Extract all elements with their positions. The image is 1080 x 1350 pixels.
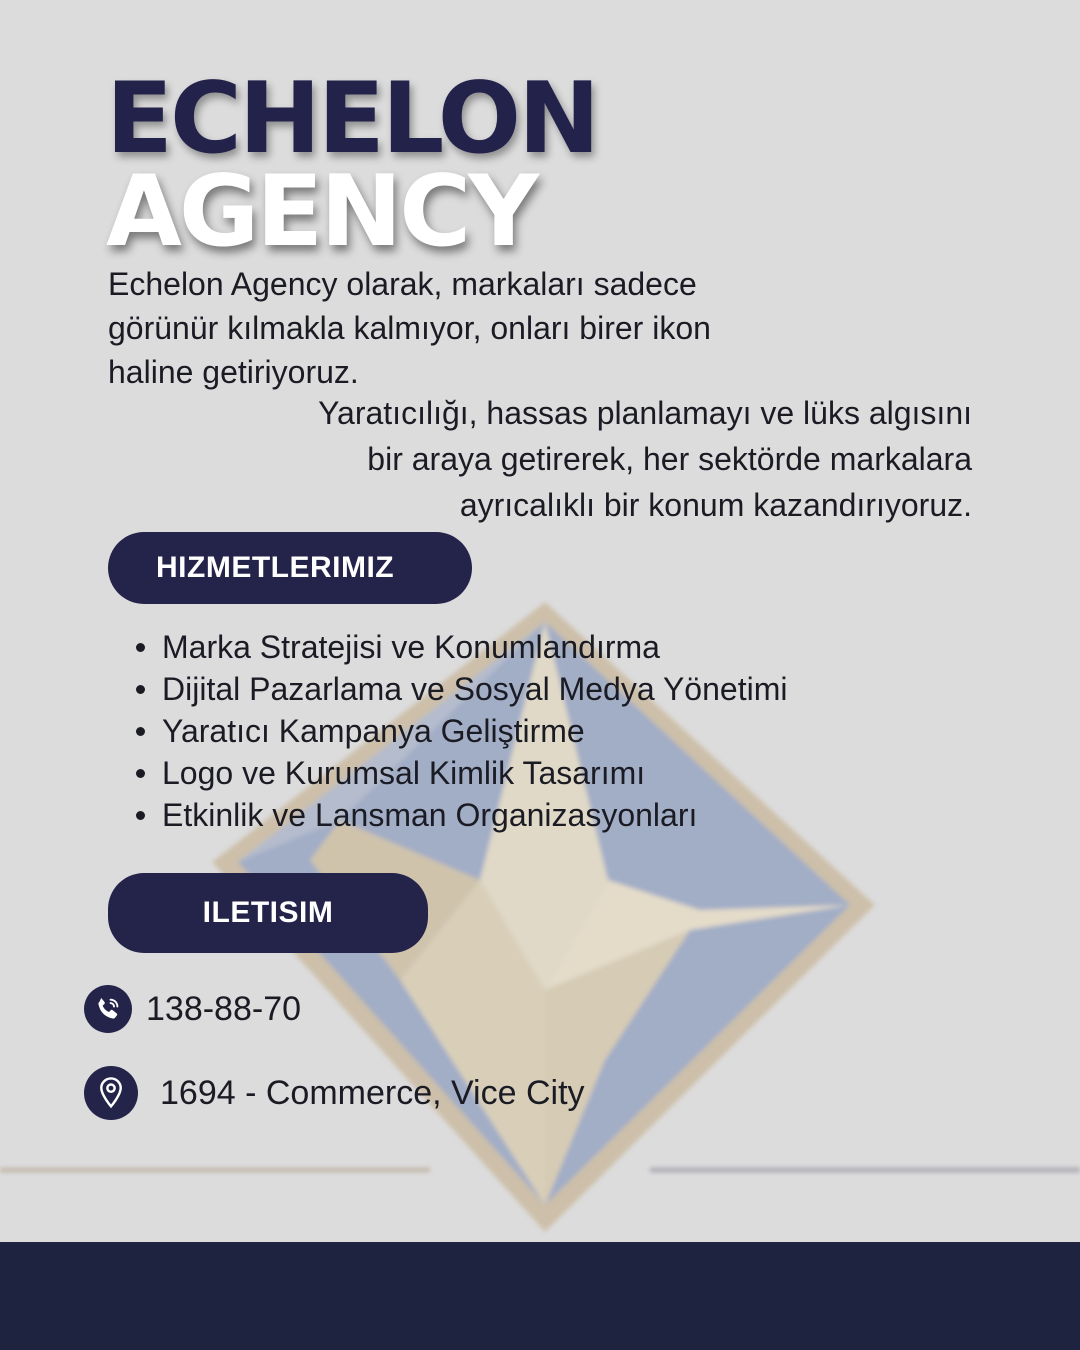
services-list	[132, 626, 787, 836]
location-pin-icon	[84, 1066, 138, 1120]
list-item: Yaratıcı Kampanya Geliştirme	[132, 710, 787, 752]
list-item: Logo ve Kurumsal Kimlik Tasarımı	[132, 752, 787, 794]
brand-title-line1: ECHELON	[106, 62, 598, 176]
intro-right-line: bir araya getirerek, her sektörde markalara	[367, 441, 972, 477]
intro-line: Echelon Agency olarak, markaları sadece	[108, 266, 697, 302]
intro-paragraph	[108, 262, 868, 394]
phone-number: 138-88-70	[146, 989, 302, 1028]
intro-right-paragraph	[172, 390, 972, 528]
phone-row[interactable]	[84, 985, 301, 1033]
address-text: 1694 - Commerce, Vice City	[160, 1073, 585, 1112]
intro-line: haline getiriyoruz.	[108, 354, 359, 390]
services-button[interactable]: HIZMETLERIMIZ	[108, 532, 472, 604]
intro-right-line: ayrıcalıklı bir konum kazandırıyoruz.	[459, 487, 972, 523]
brand-title-line2: AGENCY	[106, 155, 537, 269]
list-item: Etkinlik ve Lansman Organizasyonları	[132, 794, 787, 836]
list-item: Dijital Pazarlama ve Sosyal Medya Yönetimi	[132, 668, 787, 710]
contact-button[interactable]: ILETISIM	[108, 873, 428, 953]
footer-bar	[0, 1242, 1080, 1350]
address-row[interactable]	[84, 1066, 585, 1120]
list-item: Marka Stratejisi ve Konumlandırma	[132, 626, 787, 668]
intro-line: görünür kılmakla kalmıyor, onları birer ikon	[108, 310, 711, 346]
phone-icon	[84, 985, 132, 1033]
intro-right-line: Yaratıcılığı, hassas planlamayı ve lüks algısını	[318, 395, 972, 431]
